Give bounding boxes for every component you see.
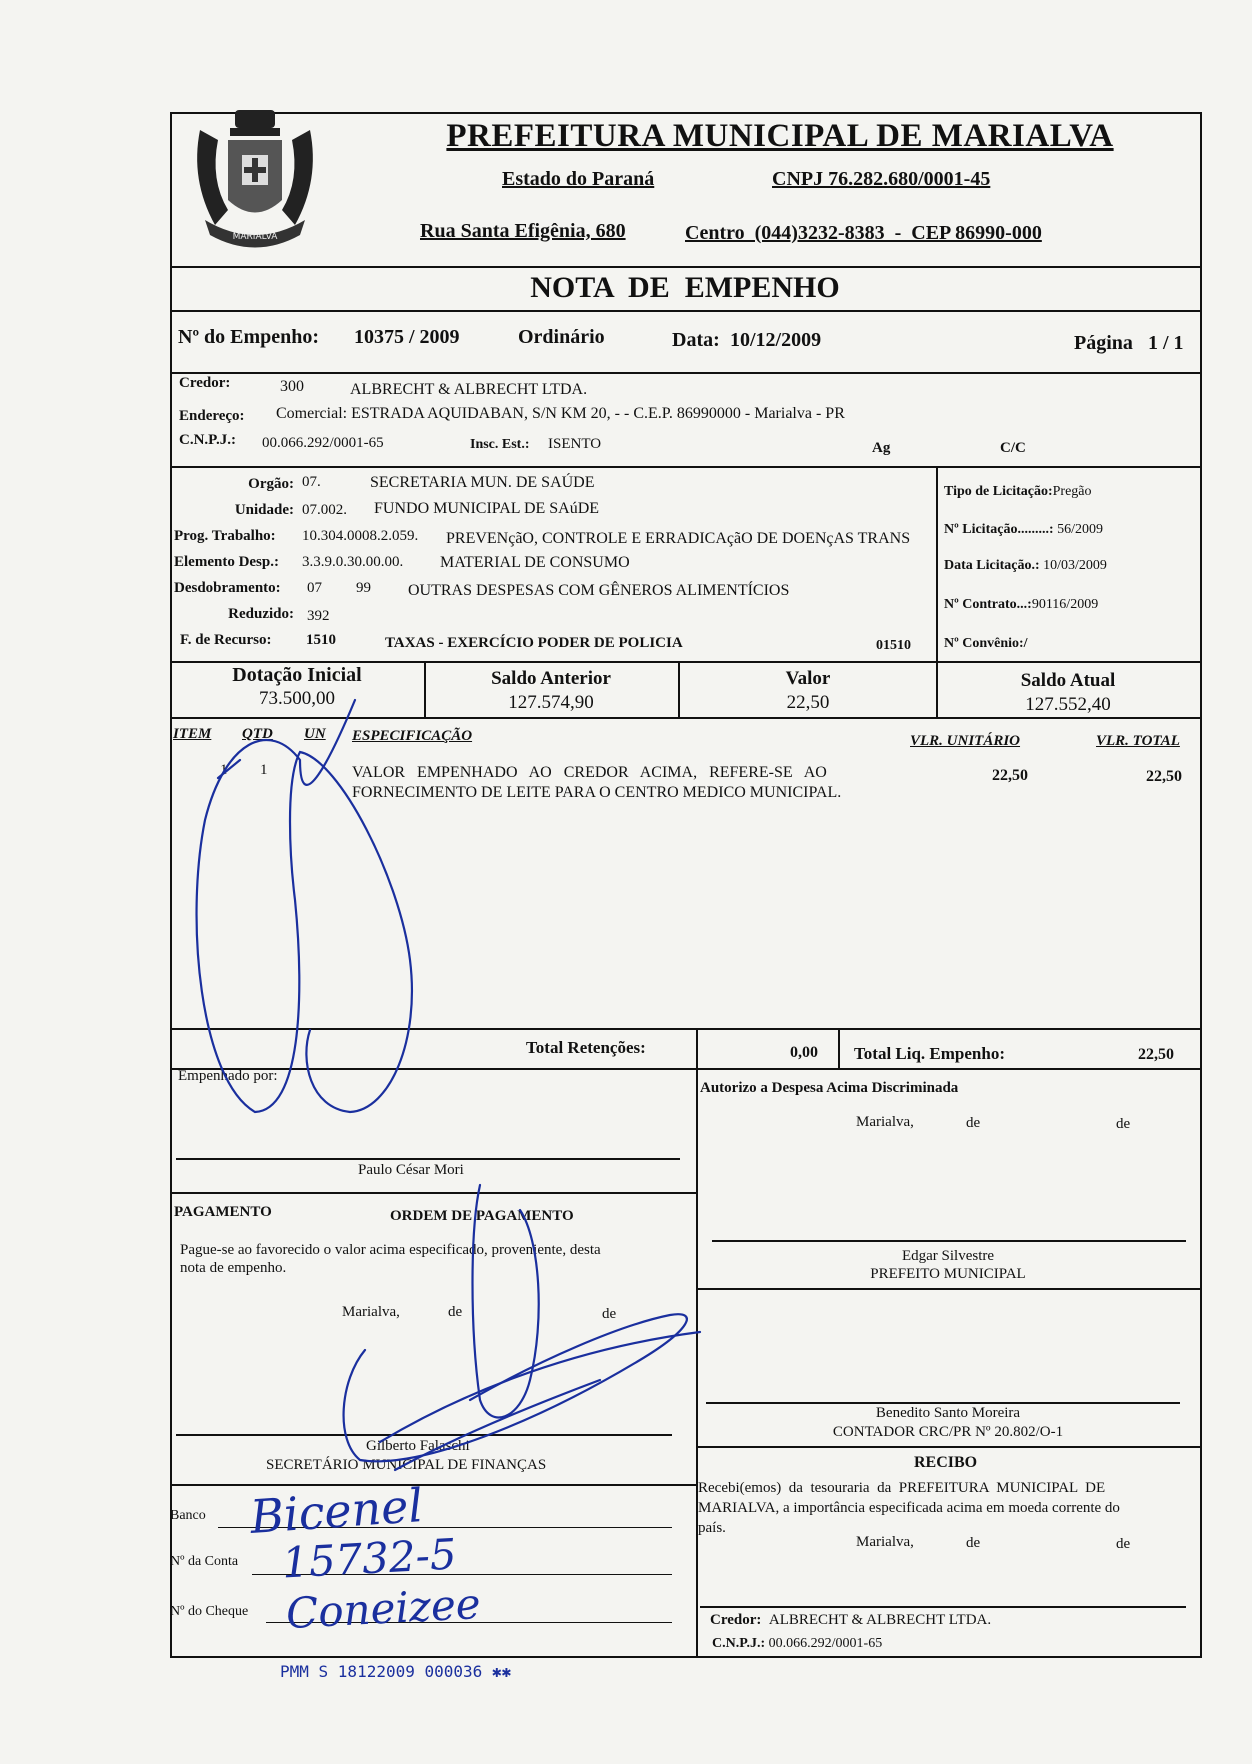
prefeito-title: PREFEITO MUNICIPAL	[870, 1266, 1026, 1282]
dotacao-label: Dotação Inicial	[232, 664, 362, 686]
recibo-line3: país.	[698, 1520, 726, 1536]
valor-label: Valor	[785, 668, 831, 689]
dotacao-value: 73.500,00	[259, 688, 335, 709]
autorizo-city: Marialva,	[856, 1114, 914, 1130]
retencoes-label: Total Retenções:	[526, 1038, 646, 1057]
recibo-cnpj-value: 00.066.292/0001-65	[768, 1636, 883, 1651]
contrato-label: Nº Contrato...:	[944, 597, 1032, 612]
desdob-name: OUTRAS DESPESAS COM GÊNEROS ALIMENTÍCIOS	[408, 582, 790, 599]
licitacao-contrato	[944, 597, 1098, 613]
valor-value: 22,50	[786, 692, 830, 713]
recibo-de1: de	[966, 1535, 981, 1551]
item-unit-value: 22,50	[992, 767, 1028, 784]
liquido-label: Total Liq. Empenho:	[854, 1044, 1005, 1063]
licitacao-data-value: 10/03/2009	[1043, 558, 1107, 573]
pagamento-text2: nota de empenho.	[180, 1260, 287, 1276]
prog-code: 10.304.0008.2.059.	[302, 528, 419, 544]
recibo-label: RECIBO	[914, 1454, 978, 1471]
elemento-name: MATERIAL DE CONSUMO	[440, 554, 630, 571]
recibo-cnpj	[712, 1636, 882, 1652]
pagamento-text1: Pague-se ao favorecido o valor acima especificado, proveniente, desta	[180, 1242, 601, 1258]
autorizo-de2: de	[1116, 1116, 1131, 1132]
licitacao-data	[944, 558, 1107, 574]
prog-name: PREVENçãO, CONTROLE E ERRADICAçãO DE DOENçAS TRANS	[446, 530, 911, 547]
orgao-name: SECRETARIA MUN. DE SAÚDE	[370, 474, 595, 491]
empenho-number: 10375 / 2009	[354, 326, 460, 348]
orgao-label: Orgão:	[248, 476, 294, 492]
contrato-value: 90116/2009	[1031, 597, 1099, 612]
empenhado-label: Empenhado por:	[178, 1068, 278, 1084]
convenio-label: Nº Convênio:/	[944, 636, 1028, 651]
recurso-code2: 01510	[876, 638, 911, 653]
cheque-label: Nº do Cheque	[170, 1604, 249, 1619]
unidade-name: FUNDO MUNICIPAL DE SAúDE	[374, 500, 600, 517]
recurso-label: F. de Recurso:	[180, 632, 272, 648]
col-un: UN	[304, 726, 326, 742]
credor-label: Credor:	[179, 375, 231, 391]
reduzido-value: 392	[307, 608, 330, 624]
state-name: Estado do Paraná	[502, 168, 655, 190]
desdob-code2: 99	[356, 580, 371, 596]
col-vlr-total: VLR. TOTAL	[1096, 733, 1180, 749]
elemento-label: Elemento Desp.:	[174, 554, 279, 570]
recibo-credor-label: Credor:	[710, 1612, 762, 1628]
conta-label: Nº da Conta	[170, 1554, 239, 1569]
pagamento-de1: de	[448, 1304, 463, 1320]
address-contact: Centro (044)3232-8383 - CEP 86990-000	[685, 222, 1042, 244]
licitacao-num-label: Nº Licitação.........:	[944, 522, 1054, 537]
banco-handwriting: Bicenel	[248, 1478, 425, 1544]
reduzido-label: Reduzido:	[228, 606, 294, 622]
page-title: PREFEITURA MUNICIPAL DE MARIALVA	[446, 118, 1114, 154]
ordem-label: ORDEM DE PAGAMENTO	[390, 1208, 574, 1224]
licitacao-tipo-label: Tipo de Licitação:	[944, 484, 1053, 499]
coat-of-arms-icon	[180, 100, 330, 260]
cc-label: C/C	[1000, 440, 1026, 456]
contador-name: Benedito Santo Moreira	[875, 1405, 1021, 1421]
insc-label: Insc. Est.:	[470, 437, 530, 452]
prog-label: Prog. Trabalho:	[174, 528, 276, 544]
retencoes-value: 0,00	[790, 1044, 818, 1061]
licitacao-data-label: Data Licitação.:	[944, 558, 1040, 573]
recibo-line2: MARIALVA, a importância especificada acima em moeda corrente do	[698, 1500, 1120, 1516]
recibo-credor-name: ALBRECHT & ALBRECHT LTDA.	[768, 1612, 992, 1628]
saldo-anterior-label: Saldo Anterior	[491, 668, 611, 689]
credor-name: ALBRECHT & ALBRECHT LTDA.	[350, 381, 588, 398]
col-item: ITEM	[173, 726, 212, 742]
autorizo-de1: de	[966, 1115, 981, 1131]
secretario-name: Gilberto Falaschi	[366, 1438, 470, 1454]
recibo-credor	[710, 1612, 991, 1629]
pagamento-de2: de	[602, 1306, 617, 1322]
insc-value: ISENTO	[548, 436, 602, 452]
cheque-handwriting: Coneizee	[284, 1578, 482, 1639]
credor-code: 300	[280, 378, 304, 395]
credor-cnpj: 00.066.292/0001-65	[262, 435, 384, 451]
saldo-anterior-value: 127.574,90	[508, 692, 594, 713]
recibo-city: Marialva,	[856, 1534, 914, 1550]
prefeito-name: Edgar Silvestre	[901, 1248, 995, 1264]
address-label: Endereço:	[179, 408, 245, 424]
empenho-type: Ordinário	[518, 326, 605, 348]
address: Rua Santa Efigênia, 680	[420, 220, 626, 242]
saldo-atual-value: 127.552,40	[1025, 694, 1111, 715]
licitacao-num-value: 56/2009	[1057, 522, 1103, 537]
licitacao-tipo	[944, 484, 1092, 500]
date-label: Data:	[672, 329, 720, 351]
item-number: 1	[220, 762, 228, 778]
item-qtd: 1	[260, 762, 268, 778]
col-vlr-unitario: VLR. UNITÁRIO	[910, 733, 1021, 749]
ag-label: Ag	[872, 440, 891, 456]
saldo-atual-label: Saldo Atual	[1020, 670, 1116, 691]
document-title: NOTA DE EMPENHO	[530, 271, 840, 304]
cnpj-label: C.N.P.J.:	[179, 432, 236, 448]
item-description-line2: FORNECIMENTO DE LEITE PARA O CENTRO MEDICO MUNICIPAL.	[352, 784, 842, 801]
autorizo-label: Autorizo a Despesa Acima Discriminada	[700, 1080, 959, 1096]
banco-label: Banco	[170, 1508, 206, 1523]
recurso-code: 1510	[306, 632, 336, 648]
unidade-label: Unidade:	[234, 502, 294, 518]
desdob-label: Desdobramento:	[174, 580, 281, 596]
item-description-line1: VALOR EMPENHADO AO CREDOR ACIMA, REFERE-SE AO	[352, 764, 827, 781]
item-total-value: 22,50	[1146, 768, 1182, 785]
recibo-de2: de	[1116, 1536, 1131, 1552]
recibo-cnpj-label: C.N.P.J.:	[712, 1636, 766, 1651]
svg-text:MARIALVA: MARIALVA	[232, 232, 278, 242]
pagamento-city: Marialva,	[342, 1304, 400, 1320]
col-qtd: QTD	[242, 726, 273, 742]
contador-title: CONTADOR CRC/PR Nº 20.802/O-1	[832, 1424, 1064, 1440]
page-label: Página	[1074, 332, 1133, 354]
licitacao-tipo-value: Pregão	[1052, 484, 1092, 499]
elemento-code: 3.3.9.0.30.00.00.	[302, 554, 404, 570]
conta-handwriting: 15732-5	[280, 1529, 458, 1588]
empenho-number-label: Nº do Empenho:	[178, 326, 320, 348]
footer-code: PMM S 18122009 000036 ✱✱	[280, 1662, 512, 1681]
pagamento-label: PAGAMENTO	[174, 1204, 272, 1220]
licitacao-num	[944, 522, 1103, 538]
empenhado-name: Paulo César Mori	[358, 1162, 464, 1178]
col-espec: ESPECIFICAÇÃO	[352, 728, 473, 744]
desdob-code1: 07	[307, 580, 322, 596]
credor-address: Comercial: ESTRADA AQUIDABAN, S/N KM 20, - - C.E.P. 86990000 - Marialva - PR	[276, 405, 845, 422]
recurso-name: TAXAS - EXERCÍCIO PODER DE POLICIA	[385, 635, 683, 651]
secretario-title: SECRETÁRIO MUNICIPAL DE FINANÇAS	[266, 1457, 547, 1473]
cnpj-header: CNPJ 76.282.680/0001-45	[772, 168, 991, 190]
orgao-code: 07.	[302, 474, 321, 490]
date-value: 10/12/2009	[730, 329, 822, 351]
unidade-code: 07.002.	[302, 502, 347, 518]
page-number: 1 / 1	[1148, 332, 1184, 354]
liquido-value: 22,50	[1138, 1046, 1174, 1063]
recibo-line1: Recebi(emos) da tesouraria da PREFEITURA MUNICIPAL DE	[698, 1480, 1106, 1496]
